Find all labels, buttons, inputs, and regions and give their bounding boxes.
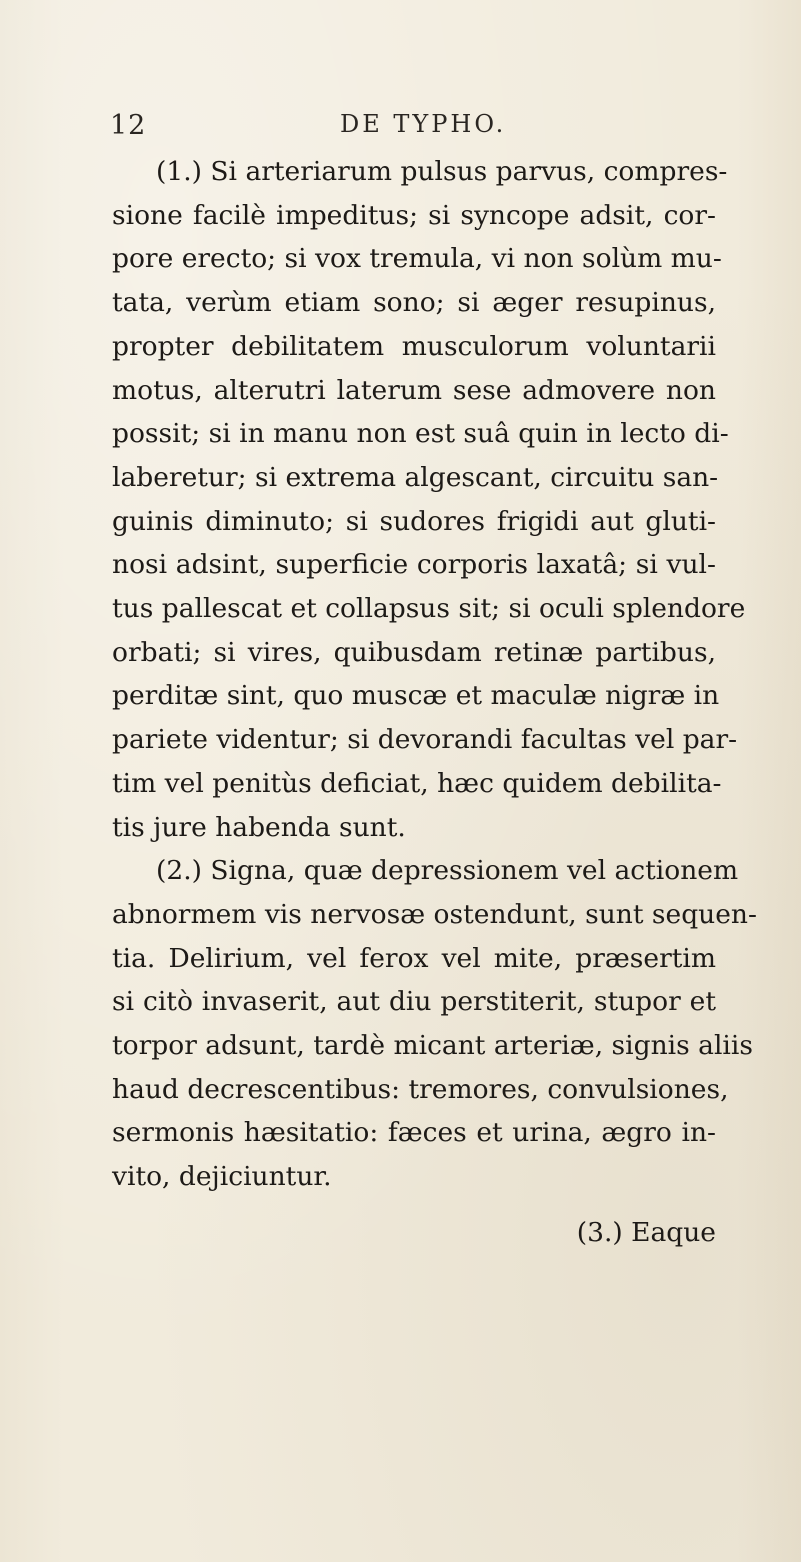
text-line: orbati; si vires, quibusdam retinæ partibus, [112, 636, 716, 668]
catchword-line [112, 1211, 716, 1255]
text-line: torpor adsunt, tardè micant arteriæ, signis aliis [112, 1030, 753, 1062]
text-line: (1.) Si arteriarum pulsus parvus, compres- [156, 156, 728, 187]
page-number: 12 [110, 110, 147, 141]
text-line: sione facilè impeditus; si syncope adsit, cor- [112, 199, 716, 231]
text-line: pariete videntur; si devorandi facultas vel par- [112, 724, 738, 756]
text-line: vito, dejiciuntur. [112, 1161, 332, 1193]
catchword: (3.) Eaque [576, 1216, 716, 1248]
text-line: motus, alterutri laterum sese admovere non [112, 374, 716, 406]
text-line: si citò invaserit, aut diu perstiterit, stupor et [112, 986, 716, 1018]
text-line: propter debilitatem musculorum voluntarii [112, 330, 716, 362]
text-line: haud decrescentibus: tremores, convulsiones, [112, 1073, 729, 1105]
text-line: abnormem vis nervosæ ostendunt, sunt sequen- [112, 898, 757, 930]
text-line: (2.) Signa, quæ depressionem vel actionem [156, 855, 739, 887]
text-line: sermonis hæsitatio: fæces et urina, ægro in- [112, 1117, 716, 1149]
text-line: tis jure habenda sunt. [112, 811, 406, 843]
text-line: guinis diminuto; si sudores frigidi aut gluti- [112, 505, 716, 537]
text-line: pore erecto; si vox tremula, vi non solùm mu- [112, 243, 722, 275]
text-line: possit; si in manu non est suâ quin in lecto di- [112, 418, 729, 450]
text-line: tata, verùm etiam sono; si æger resupinus, [112, 287, 716, 319]
text-line: tus pallescat et collapsus sit; si oculi splendore [112, 593, 746, 625]
text-line: tim vel penitùs deficiat, hæc quidem debilita- [112, 767, 722, 799]
running-title: DE TYPHO. [340, 110, 507, 138]
running-head [110, 110, 720, 150]
text-line: tia. Delirium, vel ferox vel mite, præsertim [112, 942, 716, 974]
text-line: laberetur; si extrema algescant, circuitu san- [112, 461, 719, 493]
text-line: nosi adsint, superficie corporis laxatâ; si vul- [112, 549, 716, 581]
text-line: perditæ sint, quo muscæ et maculæ nigræ in [112, 680, 720, 712]
body-text [112, 150, 757, 1255]
